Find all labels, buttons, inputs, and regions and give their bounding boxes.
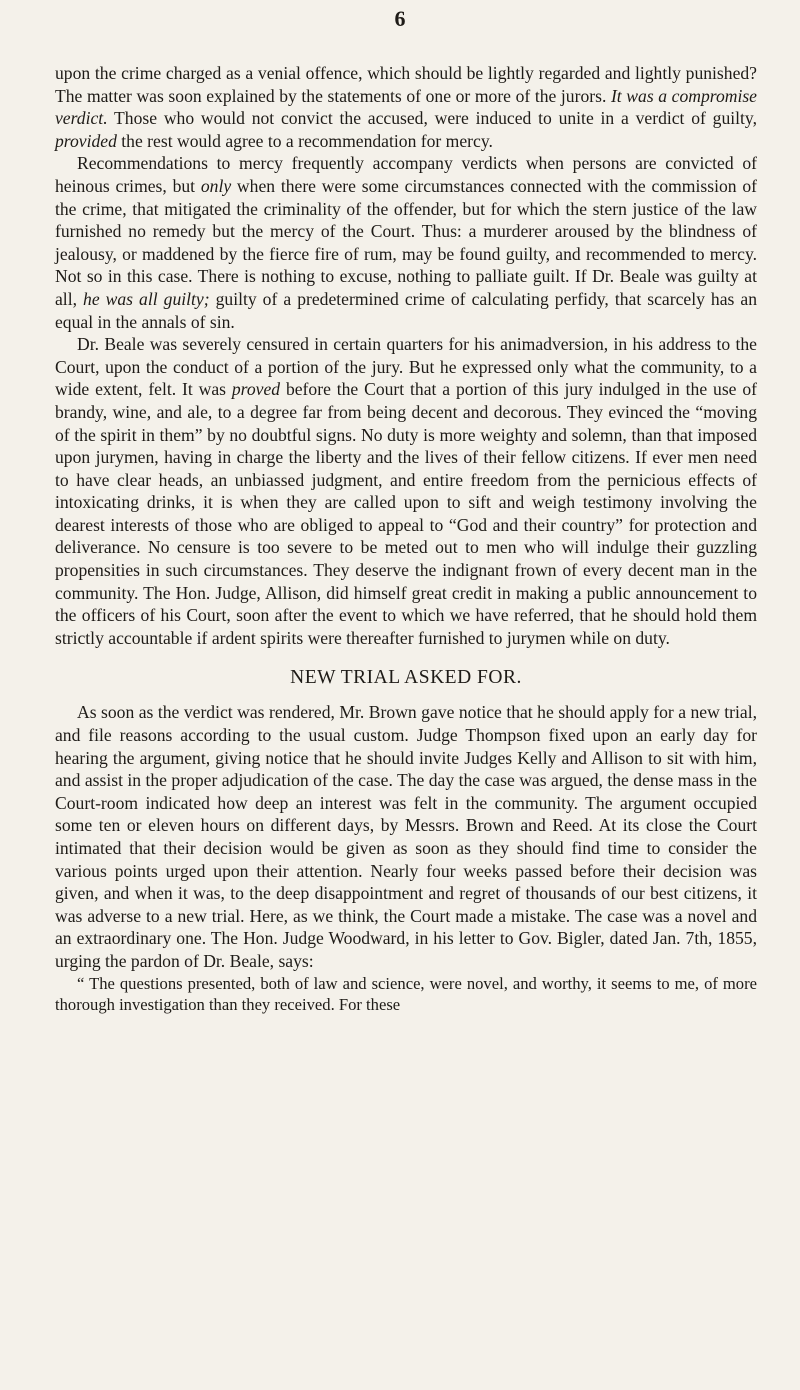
page-number: 6	[394, 6, 406, 31]
paragraph-1: upon the crime charged as a venial offence, which should be lightly regarded and lightly punished? The matter was soon explained by the statements of one or more of the jurors. It was a compromise verdict. Those who would not convict the accused, were induced to unite in a verdict of guilty, provided the rest would agree to a recommendation for mercy.	[55, 63, 757, 151]
quoted-letter: “ The questions presented, both of law and science, were novel, and worthy, it seems to me, of more thorough investigation than they received. For these	[55, 973, 757, 1014]
section-heading: NEW TRIAL ASKED FOR.	[290, 667, 522, 689]
paragraph-3: Dr. Beale was severely censured in certain quarters for his animadversion, in his address to the Court, upon the conduct of a portion of the jury. But he expressed only what the community, to a wide extent, felt. It was proved before the Court that a portion of this jury indulged in the use of brandy, wine, and ale, to a degree far from being decent and decorous. They evinced the “moving of the spirit in them” by no doubtful signs. No duty is more weighty and solemn, than that imposed upon jurymen, having in charge the liberty and the lives of their fellow citizens. If ever men need to have clear heads, an unbiassed judgment, and entire freedom from the pernicious effects of intoxicating drinks, it is when they are called upon to sift and weigh testimony involving the dearest interests of those who are obliged to appeal to “God and their country” for protection and deliverance. No censure is too severe to be meted out to men who will indulge their guzzling propensities in such circumstances. They deserve the indignant frown of every decent man in the community. The Hon. Judge, Allison, did himself great credit in making a public announcement to the officers of his Court, soon after the event to which we have referred, that he should hold them strictly accountable if ardent spirits were thereafter furnished to jurymen while on duty.	[55, 334, 757, 648]
paragraph-4: As soon as the verdict was rendered, Mr. Brown gave notice that he should apply for a new trial, and file reasons according to the usual custom. Judge Thompson fixed upon an early day for hearing the argument, giving notice that he should invite Judges Kelly and Allison to sit with him, and assist in the proper adjudication of the case. The day the case was argued, the dense mass in the Court-room indicated how deep an interest was felt in the community. The argument occupied some ten or eleven hours on different days, by Messrs. Brown and Reed. At its close the Court intimated that their decision would be given as soon as they should find time to consider the various points urged upon their attention. Nearly four weeks passed before their decision was given, and when it was, to the deep disappointment and regret of thousands of our best citizens, it was adverse to a new trial. Here, as we think, the Court made a mistake. The case was a novel and an extraordinary one. The Hon. Judge Woodward, in his letter to Gov. Bigler, dated Jan. 7th, 1855, urging the pardon of Dr. Beale, says:	[55, 702, 757, 971]
paragraph-2: Recommendations to mercy frequently accompany verdicts when persons are convicted of heinous crimes, but only when there were some circumstances connected with the commission of the crime, that mitigated the criminality of the offender, but for which the stern justice of the law furnished no remedy but the mercy of the Court. Thus: a murderer aroused by the blindness of jealousy, or maddened by the fierce fire of rum, may be found guilty, and recommended to mercy. Not so in this case. There is nothing to excuse, nothing to palliate guilt. If Dr. Beale was guilty at all, he was all guilty; guilty of a predetermined crime of calculating perfidy, that scarcely has an equal in the annals of sin.	[55, 153, 757, 332]
